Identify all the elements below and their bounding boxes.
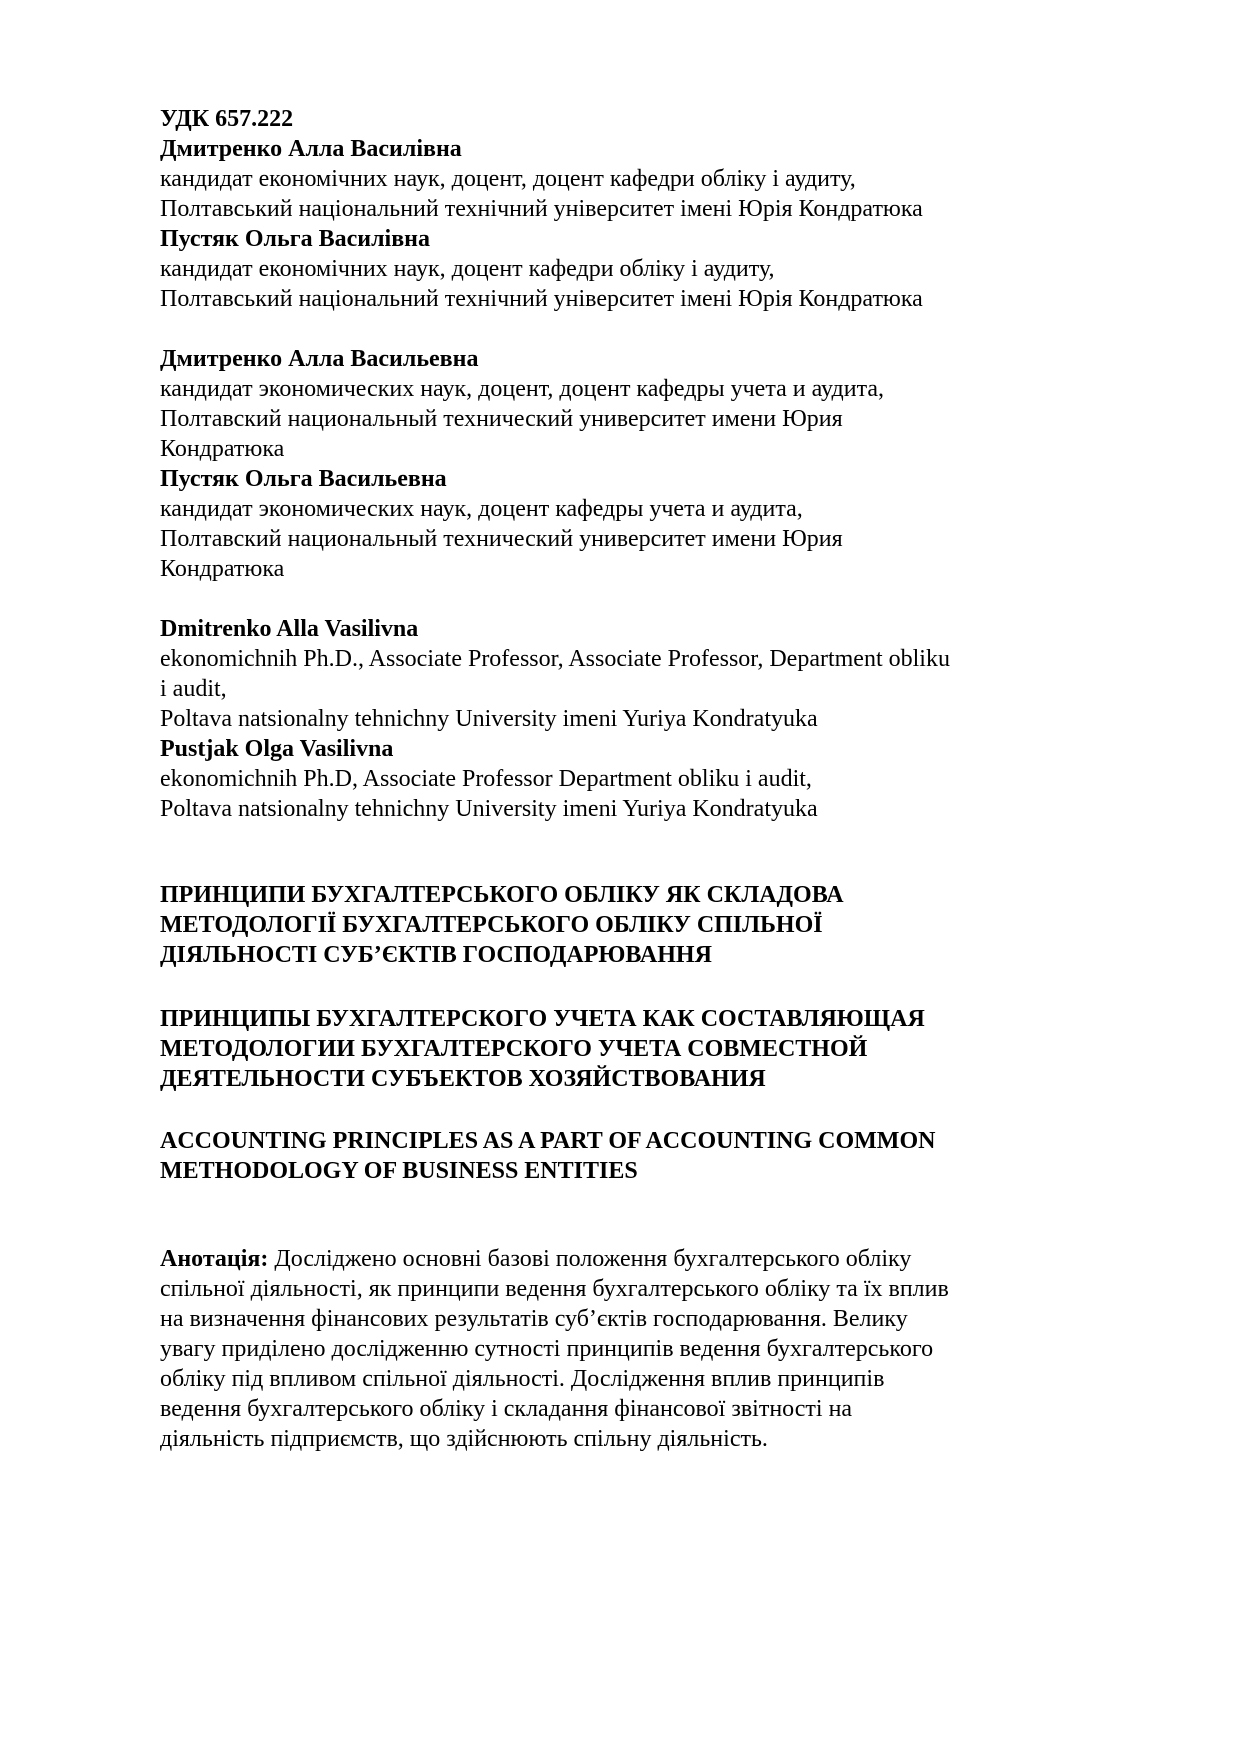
author-university-ru-1-line2: Кондратюка: [160, 436, 285, 462]
title-uk-line2: МЕТОДОЛОГІЇ БУХГАЛТЕРСЬКОГО ОБЛІКУ СПІЛЬНОЇ: [160, 912, 823, 938]
author-position-uk-2: кандидат економічних наук, доцент кафедри обліку і аудиту,: [160, 256, 775, 282]
author-university-uk-2: Полтавський національний технічний університет імені Юрія Кондратюка: [160, 286, 923, 312]
abstract-label: Анотація:: [160, 1246, 269, 1272]
title-uk-line1: ПРИНЦИПИ БУХГАЛТЕРСЬКОГО ОБЛІКУ ЯК СКЛАДОВА: [160, 882, 844, 908]
abstract-line1-text: Досліджено основні базові положення бухгалтерського обліку: [274, 1246, 912, 1272]
title-en-line1: ACCOUNTING PRINCIPLES AS A PART OF ACCOUNTING COMMON: [160, 1128, 936, 1154]
author-name-en-2: Pustjak Olga Vasilivna: [160, 736, 394, 762]
authors-block-uk: [160, 104, 1040, 314]
article-title-en: [160, 1126, 1040, 1186]
title-ru-line1: ПРИНЦИПЫ БУХГАЛТЕРСКОГО УЧЕТА КАК СОСТАВЛЯЮЩАЯ: [160, 1006, 925, 1032]
abstract-line7: діяльність підприємств, що здійснюють спільну діяльність.: [160, 1426, 768, 1452]
author-university-ru-1-line1: Полтавский национальный технический университет имени Юрия: [160, 406, 843, 432]
article-title-ru: [160, 1004, 1040, 1094]
author-position-en-1-line2: i audit,: [160, 676, 227, 702]
author-position-en-2: ekonomichnih Ph.D, Associate Professor Department obliku i audit,: [160, 766, 812, 792]
author-position-uk-1: кандидат економічних наук, доцент, доцент кафедри обліку і аудиту,: [160, 166, 856, 192]
author-position-en-1-line1: ekonomichnih Ph.D., Associate Professor, Associate Professor, Department obliku: [160, 646, 950, 672]
author-name-ru-2: Пустяк Ольга Васильевна: [160, 466, 447, 492]
author-university-uk-1: Полтавський національний технічний університет імені Юрія Кондратюка: [160, 196, 923, 222]
title-ru-line3: ДЕЯТЕЛЬНОСТИ СУБЪЕКТОВ ХОЗЯЙСТВОВАНИЯ: [160, 1066, 766, 1092]
author-position-ru-2: кандидат экономических наук, доцент кафедры учета и аудита,: [160, 496, 803, 522]
author-university-ru-2-line1: Полтавский национальный технический университет имени Юрия: [160, 526, 843, 552]
abstract-line2: спільної діяльності, як принципи ведення бухгалтерського обліку та їх вплив: [160, 1276, 949, 1302]
author-name-ru-1: Дмитренко Алла Васильевна: [160, 346, 479, 372]
article-title-uk: [160, 880, 1040, 970]
author-name-uk-1: Дмитренко Алла Василівна: [160, 136, 462, 162]
title-en-line2: METHODOLOGY OF BUSINESS ENTITIES: [160, 1158, 638, 1184]
abstract-line5: обліку під впливом спільної діяльності. Дослідження вплив принципів: [160, 1366, 885, 1392]
author-position-ru-1: кандидат экономических наук, доцент, доцент кафедры учета и аудита,: [160, 376, 885, 402]
title-uk-line3: ДІЯЛЬНОСТІ СУБ’ЄКТІВ ГОСПОДАРЮВАННЯ: [160, 942, 712, 968]
udc-code: УДК 657.222: [160, 106, 294, 132]
abstract-line6: ведення бухгалтерського обліку і складання фінансової звітності на: [160, 1396, 853, 1422]
author-university-ru-2-line2: Кондратюка: [160, 556, 285, 582]
abstract-line1: [160, 1244, 1040, 1274]
abstract-block: [160, 1244, 1040, 1454]
author-university-en-2: Poltava natsionalny tehnichny University imeni Yuriya Kondratyuka: [160, 796, 818, 822]
abstract-line4: увагу приділено дослідженню сутності принципів ведення бухгалтерського: [160, 1336, 934, 1362]
authors-block-ru: [160, 344, 1040, 584]
authors-block-en: [160, 614, 1040, 824]
author-name-en-1: Dmitrenko Alla Vasilivna: [160, 616, 419, 642]
author-university-en-1: Poltava natsionalny tehnichny University imeni Yuriya Kondratyuka: [160, 706, 818, 732]
abstract-line3: на визначення фінансових результатів суб’єктів господарювання. Велику: [160, 1306, 908, 1332]
title-ru-line2: МЕТОДОЛОГИИ БУХГАЛТЕРСКОГО УЧЕТА СОВМЕСТНОЙ: [160, 1036, 868, 1062]
author-name-uk-2: Пустяк Ольга Василівна: [160, 226, 430, 252]
